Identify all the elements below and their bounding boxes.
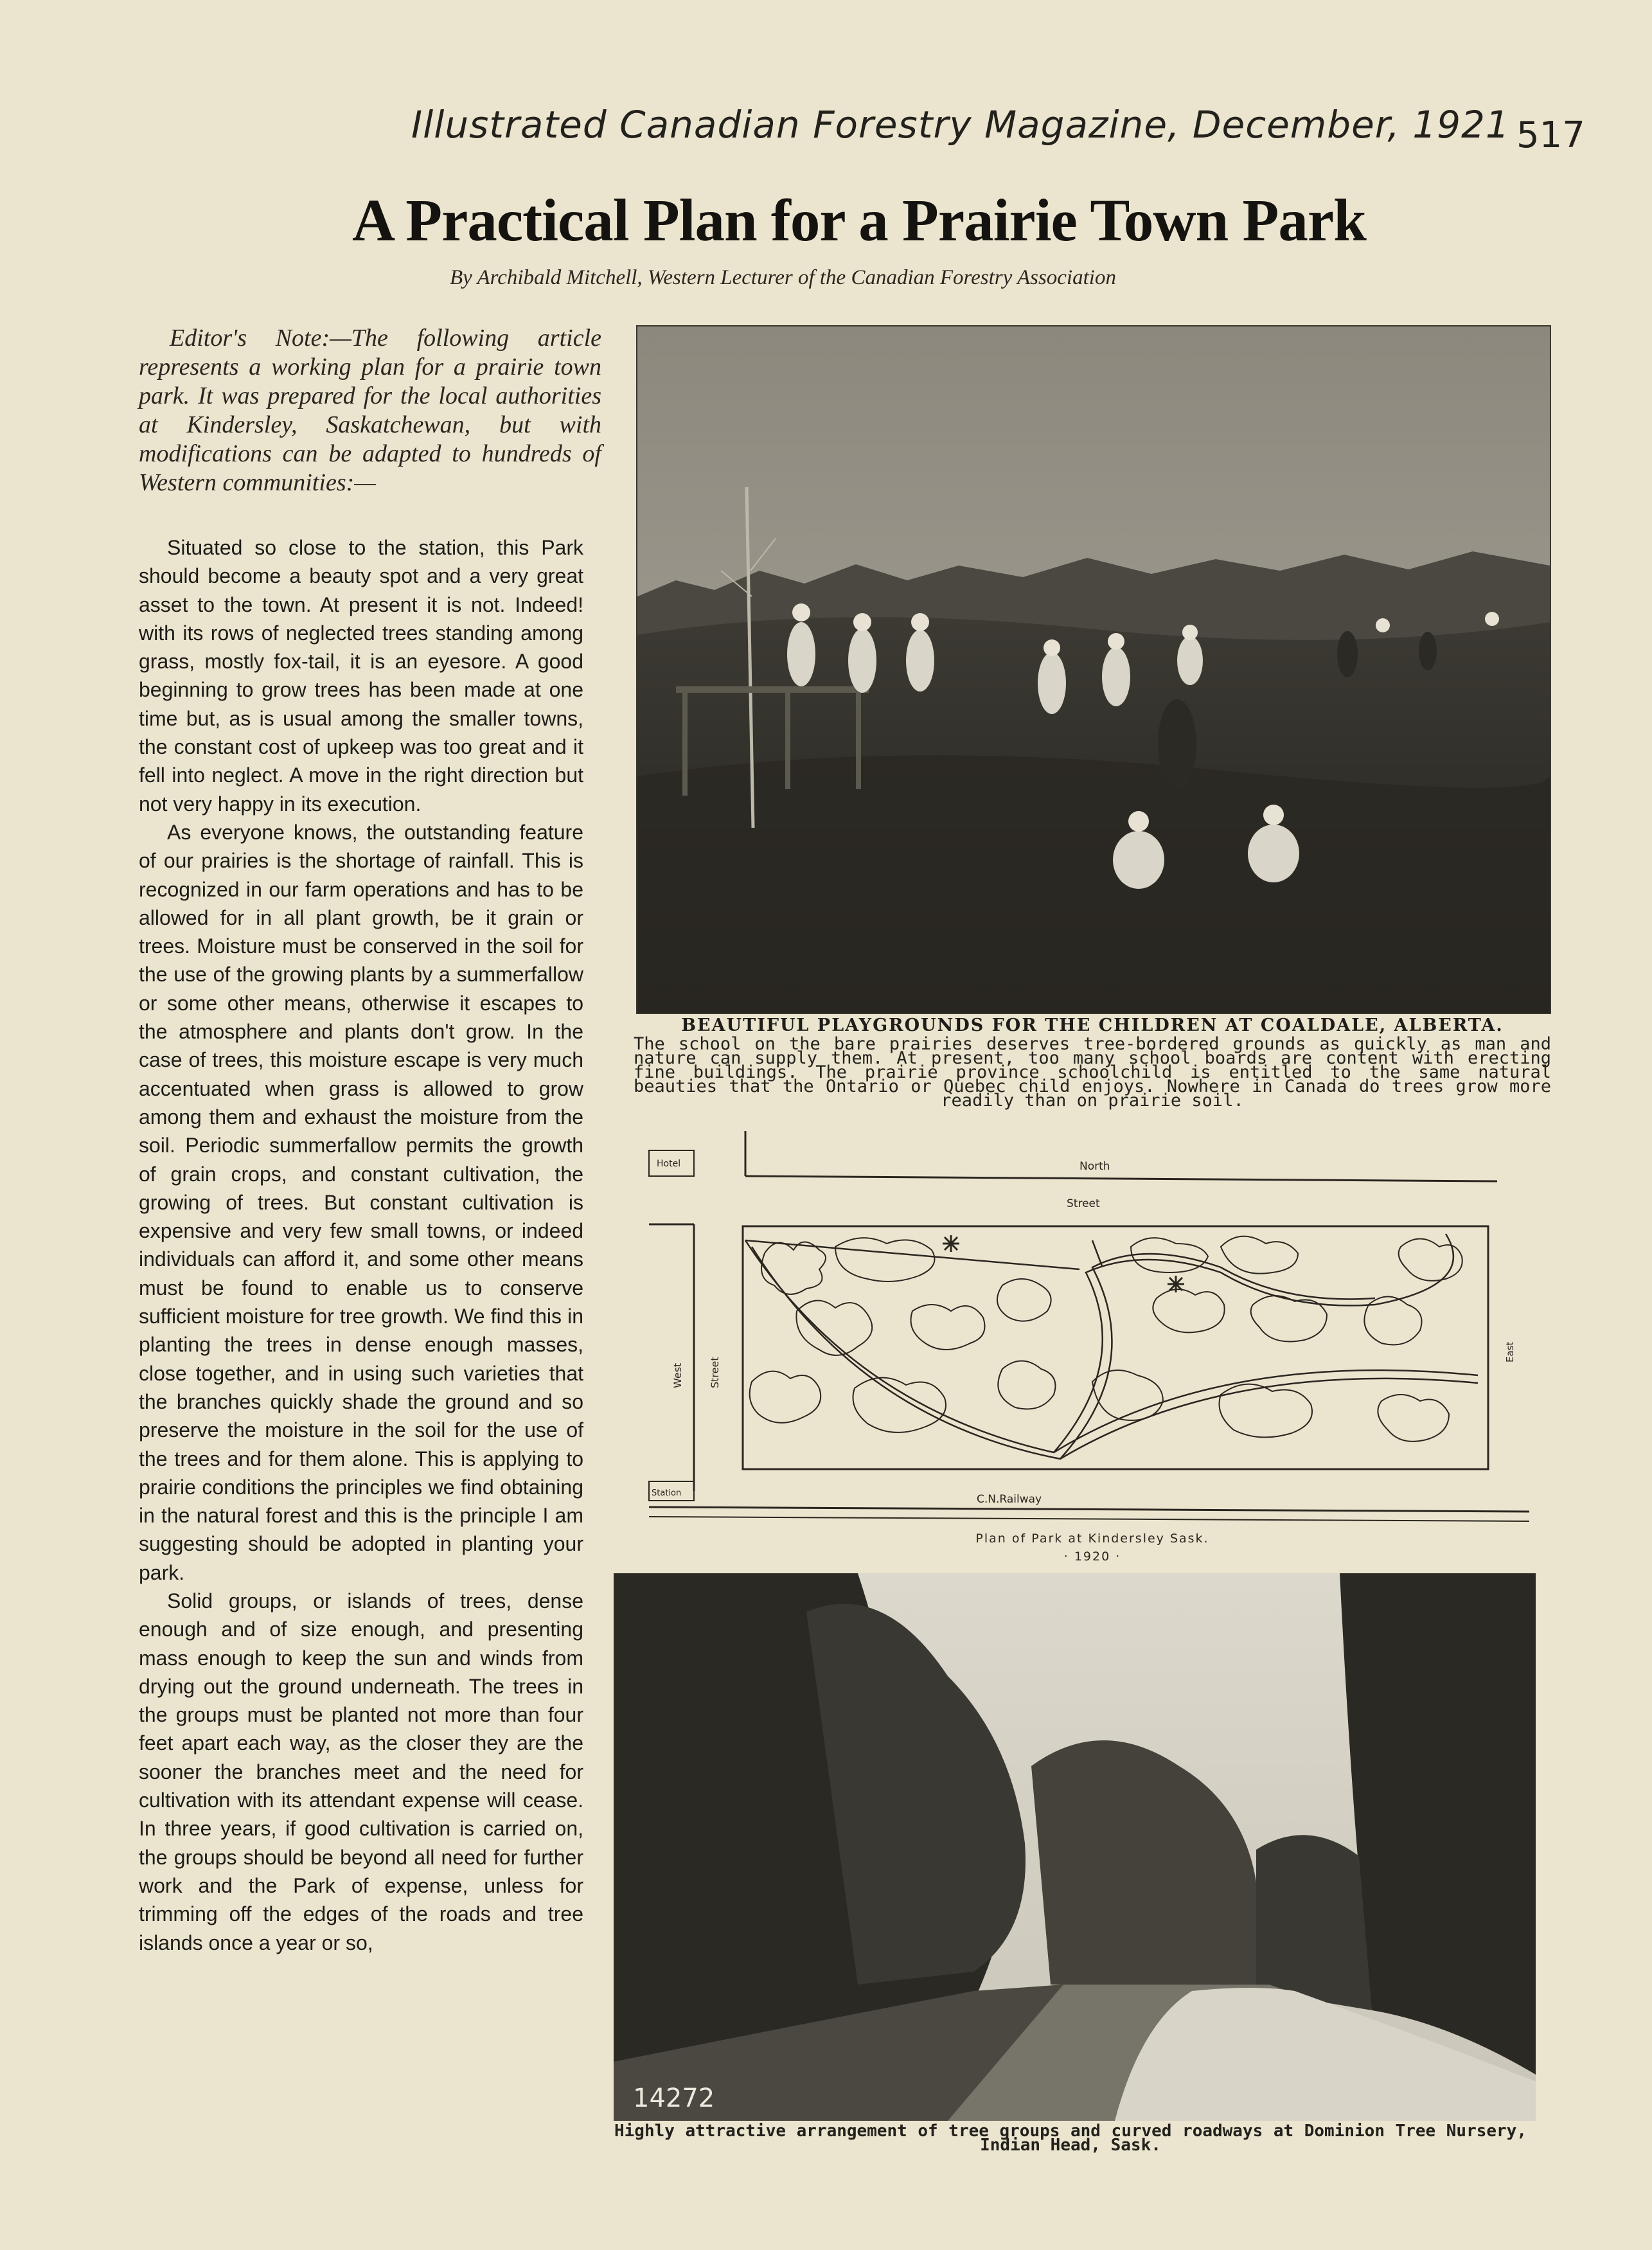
plan-caption-year: · 1920 · [1063,1549,1121,1564]
park-plan-diagram [643,1118,1536,1542]
playground-photo-image [637,326,1550,1013]
editor-note: Editor's Note:—The following article represents a working plan for a prairie town park. It was prepared for the local authorities at Kindersley, Saskatchewan, but with modifications can be adapted to hundreds of Western communities:— [139,325,601,496]
plan-label-east: East [1504,1341,1516,1362]
plan-label-north-street: Street [1067,1197,1100,1210]
fountain-markers [943,1235,1184,1292]
article-body [139,533,583,1957]
playground-photo-caption: The school on the bare prairies deserves tree-bordered grounds as quickly as man and nature can supply them. At present, too many school boards are content with erecting fine buildings. The prairie province schoolchild is entitled to the same natural beauties that the Ontario or Quebec child enjoys. Nowhere in Canada do trees grow more readily than on prairie soil. [634,1034,1551,1111]
body-paragraph: As everyone knows, the outstanding feature of our prairies is the shortage of rainfall. This is recognized in our farm operations and has to be allowed for in all plant growth, be it grain or trees. Moisture must be conserved in the soil for the use of the growing plants by a summerfallow or some other means, otherwise it escapes to the atmosphere and plants don't grow. In the case of trees, this moisture escape is very much accentuated when grass is allowed to grow among them and exhaust the moisture from the soil. Periodic summerfallow permits the growth of grain crops, and constant cultivation, the growing of trees. But constant cultivation is expensive and very few small towns, or indeed individuals can afford it, and some other means must be found to enable us to conserve sufficient moisture for tree growth. We find this in planting the trees in dense enough masses, close together, and in using such varieties that the branches quickly shade the ground and so preserve the moisture in the soil for the use of the trees and for them alone. This is applying to prairie conditions the principles we find obtaining in the natural forest and this is the principle I am suggesting should be adopted in planting your park. [139,820,583,1584]
plan-label-west: West [671,1362,684,1388]
article-title: A Practical Plan for a Prairie Town Park [352,188,1366,254]
article-byline: By Archibald Mitchell, Western Lecturer of the Canadian Forestry Association [450,266,1116,289]
plan-label-hotel: Hotel [657,1159,681,1169]
body-paragraph: Solid groups, or islands of trees, dense enough and of size enough, and presenting mass enough to keep the sun and winds from drying out the ground underneath. The trees in the groups must be planted not more than four feet apart each way, as the closer they are the sooner the branches meet and the need for cultivation with its attendant expense will cease. In three years, if good cultivation is carried on, the groups should be beyond all need for further work and the Park of expense, unless for trimming off the edges of the roads and tree islands once a year or so, [139,1589,583,1954]
tree-groups [750,1237,1462,1442]
body-paragraph: Situated so close to the station, this Park should become a beauty spot and a very great asset to the town. At present it is not. Indeed! with its rows of neglected trees standing among grass, mostly fox-tail, it is an eyesore. A good beginning to grow trees has been made at one time but, as is usual among the smaller towns, the constant cost of upkeep was too great and it fell into neglect. A move in the right direction but not very happy in its execution. [139,536,583,816]
page-number: 517 [1516,114,1585,156]
nursery-photo-image [614,1573,1536,2121]
plan-label-west-street: Street [709,1357,721,1388]
plan-caption [848,1530,1337,1566]
nursery-photo-caption: Highly attractive arrangement of tree groups and curved roadways at Dominion Tree Nursery, Indian Head, Sask. [614,2121,1527,2155]
playground-photo [636,325,1551,1014]
running-head: Illustrated Canadian Forestry Magazine, December, 1921 [411,103,1510,147]
playground-photo-caption-title: BEAUTIFUL PLAYGROUNDS FOR THE CHILDREN AT COALDALE, ALBERTA. [681,1015,1504,1035]
curved-roadways [745,1234,1478,1459]
nursery-photo [614,1573,1536,2121]
plan-label-north: North [1079,1160,1110,1173]
plan-label-railway: C.N.Railway [977,1493,1042,1506]
photo-stamp: 14272 [633,2084,715,2113]
plan-caption-title: Plan of Park at Kindersley Sask. [975,1531,1209,1546]
park-plan-drawing [643,1118,1536,1542]
plan-label-station: Station [652,1488,682,1498]
